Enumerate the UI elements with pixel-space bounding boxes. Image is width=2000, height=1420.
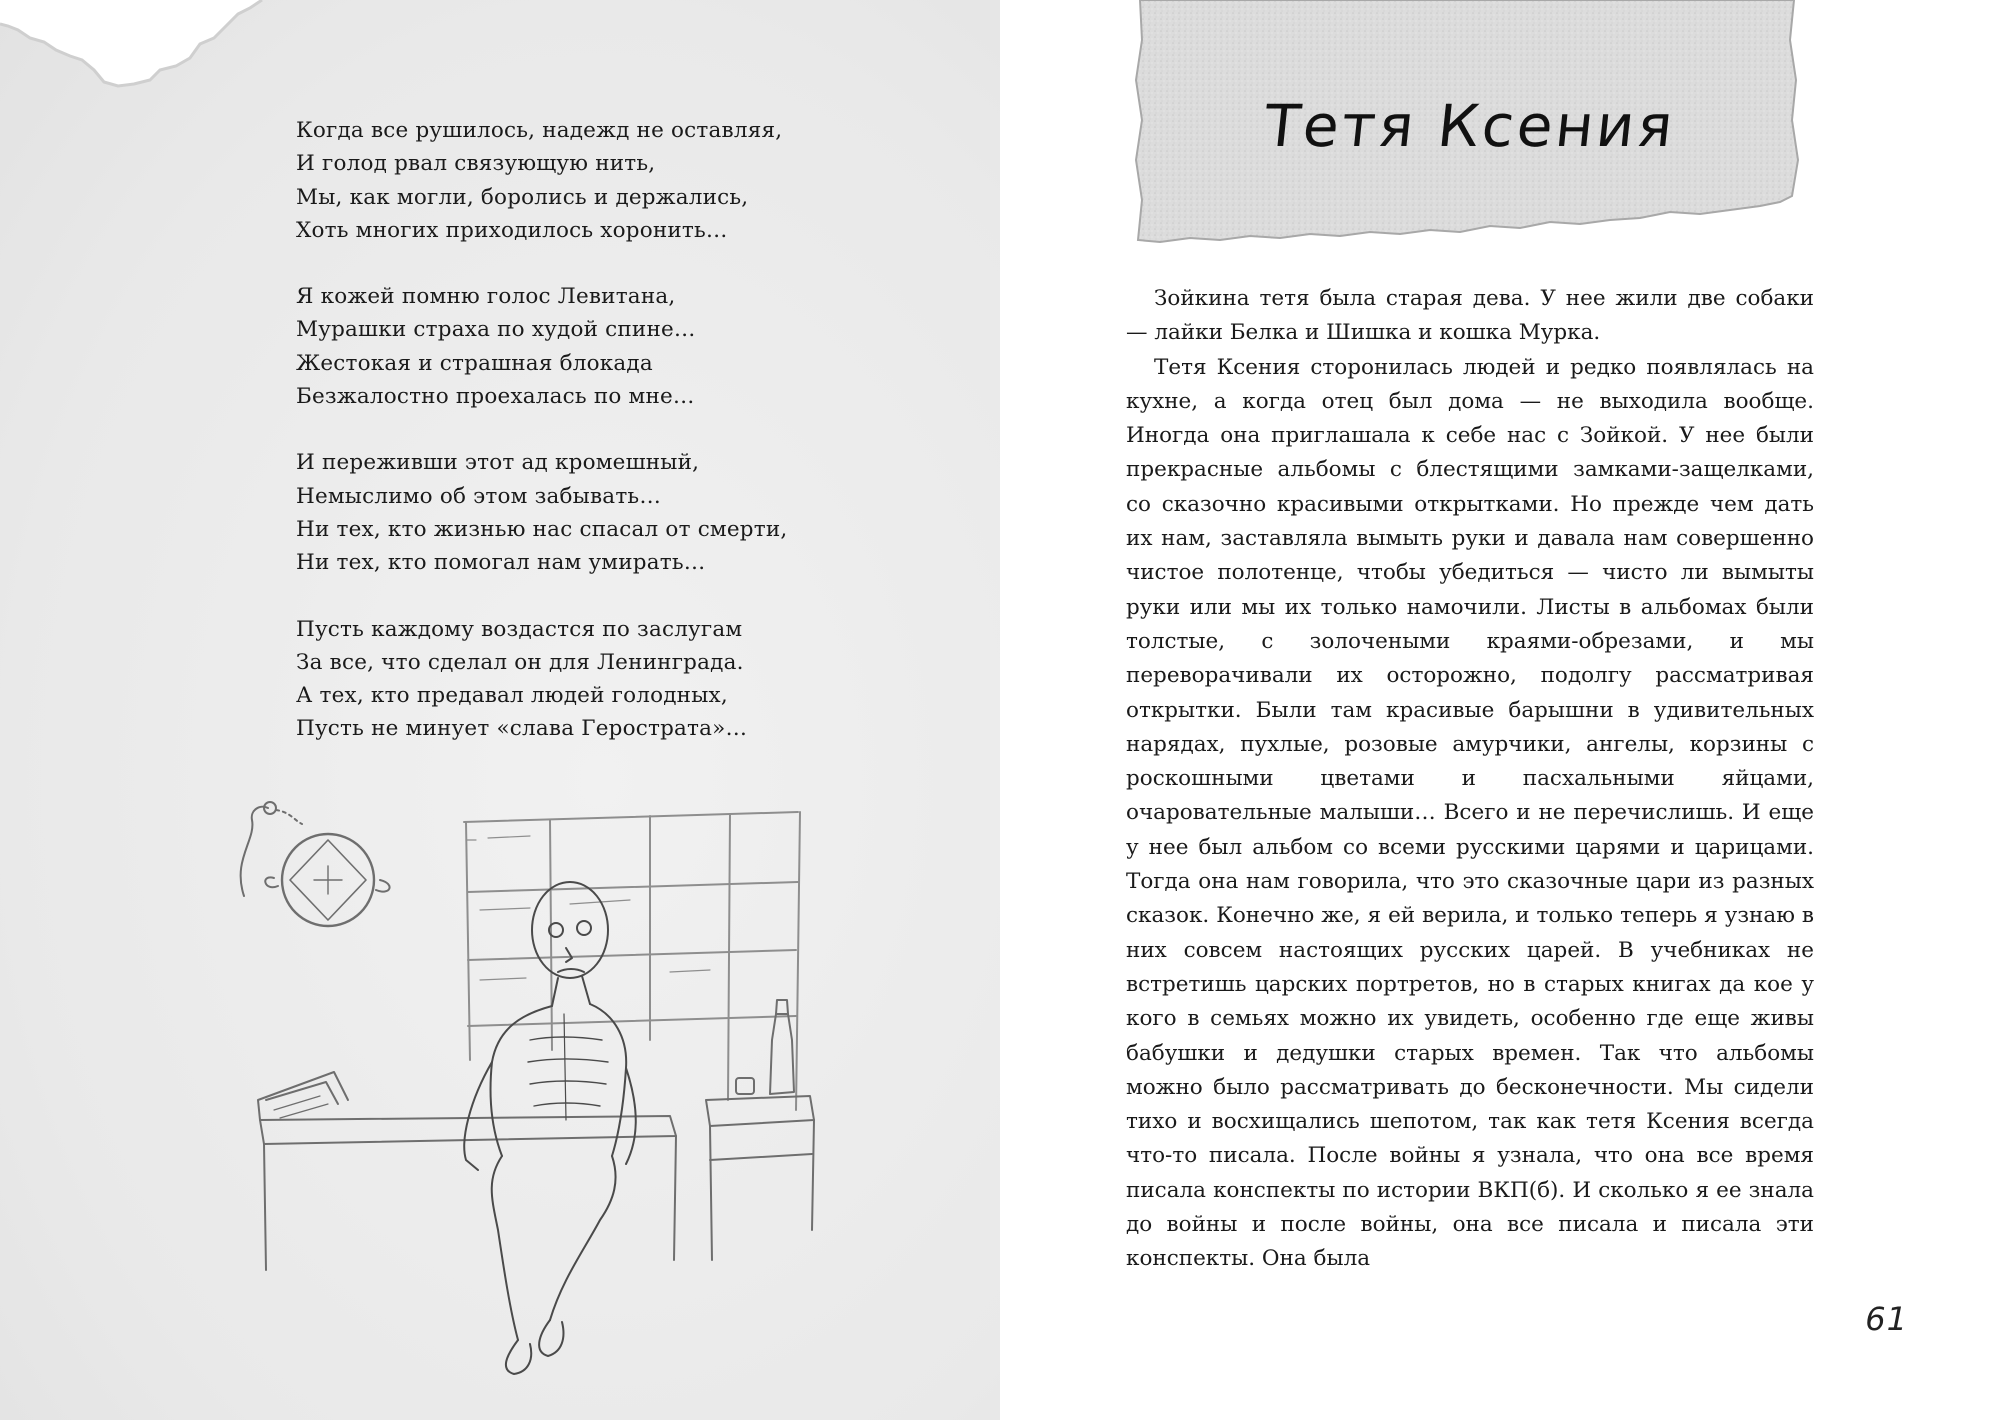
poem-line: И переживши этот ад кромешный, — [296, 450, 700, 476]
poem-line: Мурашки страха по худой спине… — [296, 317, 696, 343]
right-page — [1000, 0, 2000, 1420]
poem-line: Немыслимо об этом забывать… — [296, 483, 662, 509]
poem-line: Мы, как могли, боролись и держались, — [296, 184, 749, 210]
poem-stanza-4 — [296, 613, 896, 746]
paragraph: Тетя Ксения сторонилась людей и редко появлялась на кухне, а когда отец был дома — не выходила вообще. Иногда она приглашала к себе нас с Зойкой. У нее были прекрасные альбомы с блестящими замками-защелками, со сказочно красивыми открытками. Но прежде чем дать их нам, заставляла вымыть руки и давала нам совершенно чистое полотенце, чтобы убедиться — чисто ли вымыты руки или мы их только намочили. Листы в альбомах были толстые, с золочеными краями-обрезами, и мы переворачивали их осторожно, подолгу рассматривая открытки. Были там красивые барышни в удивительных нарядах, пухлые, розовые амурчики, ангелы, корзины с роскошными цветами и пасхальными яйцами, очаровательные малыши… Всего и не перечислишь. И еще у нее был альбом со всеми русскими царями и царицами. Тогда она нам говорила, что это сказочные цари из разных сказок. Конечно же, я ей верила, и только теперь я узнаю в них совсем настоящих русских царей. В учебниках не встретишь царских портретов, но в старых книгах да кое у кого в семьях можно их увидеть, особенно где еще живы бабушки и дедушки старых времен. Так что альбомы можно было рассматривать до бесконечности. Мы сидели тихо и восхищались шепотом, так как тетя Ксения всегда что-то писала. После войны я узнала, что она все время писала конспекты по истории ВКП(б). И сколько я ее знала до войны и после войны, она все писала и писала эти конспекты. Она была — [1126, 354, 1814, 1272]
poem-line: Пусть не минует «слава Герострата»… — [296, 716, 748, 742]
poem — [296, 114, 896, 779]
poem-stanza-1 — [296, 114, 896, 247]
pencil-illustration — [230, 800, 830, 1400]
poem-line: Пусть каждому воздастся по заслугам — [296, 616, 743, 642]
poem-line: Жестокая и страшная блокада — [296, 350, 653, 376]
prose-body — [1126, 282, 1814, 1277]
window-sketch — [464, 812, 800, 1110]
paragraph: Зойкина тетя была старая дева. У нее жили две собаки — лайки Белка и Шишка и кошка Мурка. — [1126, 286, 1814, 346]
poem-line: Хоть многих приходилось хоронить… — [296, 217, 728, 243]
poem-line: За все, что сделал он для Ленинграда. — [296, 649, 744, 675]
poem-line: И голод рвал связующую нить, — [296, 151, 656, 177]
poem-line: Когда все рушилось, надежд не оставляя, — [296, 118, 783, 143]
poem-stanza-3 — [296, 446, 896, 579]
poem-line: Ни тех, кто помогал нам умирать… — [296, 550, 706, 576]
loudspeaker-sketch — [241, 802, 390, 926]
chapter-title: Тетя Ксения — [1261, 92, 1679, 160]
torn-paper-corner — [0, 0, 270, 120]
poem-stanza-2 — [296, 280, 896, 413]
poem-line: Ни тех, кто жизнью нас спасал от смерти, — [296, 516, 788, 542]
page-number: 61 — [1865, 1300, 1908, 1338]
bed-sketch — [258, 1072, 676, 1270]
poem-line: А тех, кто предавал людей голодных, — [296, 683, 728, 709]
poem-line: Безжалостно проехалась по мне… — [296, 384, 695, 410]
poem-line: Я кожей помню голос Левитана, — [296, 284, 676, 310]
